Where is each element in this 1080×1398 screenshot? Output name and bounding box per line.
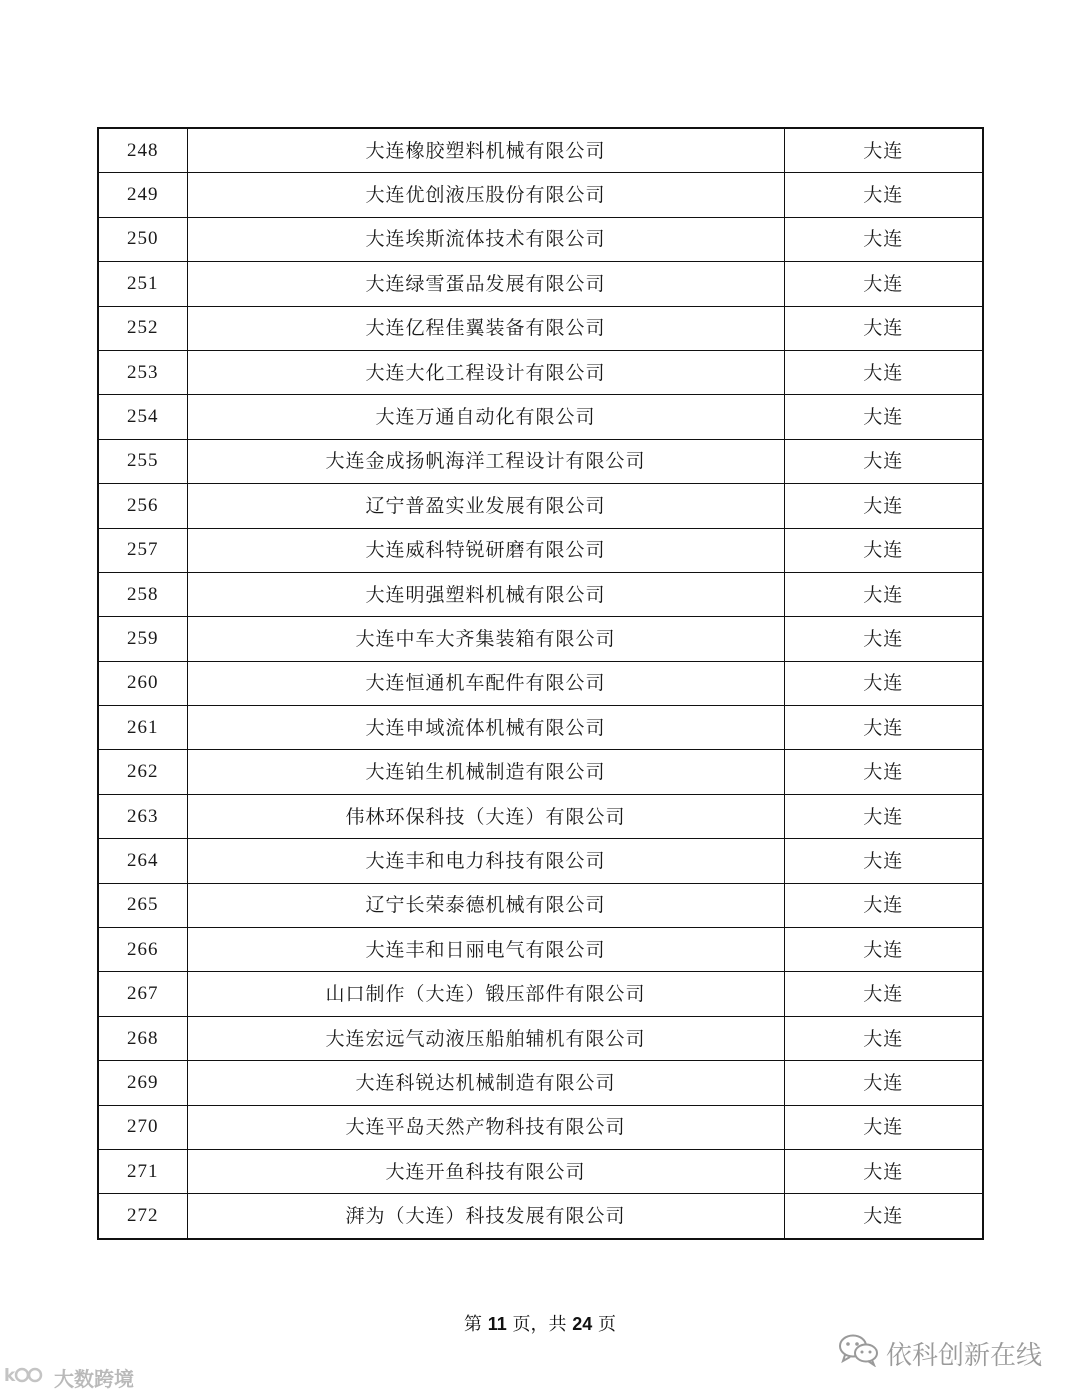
- city-name: 大连: [784, 617, 983, 661]
- table-row: [98, 173, 983, 217]
- row-number: 255: [98, 439, 187, 483]
- page-suffix: 页: [592, 1314, 616, 1335]
- city-name: 大连: [784, 350, 983, 394]
- table-row: [98, 1105, 983, 1149]
- table-row: [98, 395, 983, 439]
- company-name: 大连万通自动化有限公司: [187, 395, 784, 439]
- table-row: [98, 972, 983, 1016]
- city-name: 大连: [784, 1061, 983, 1105]
- table-row: [98, 306, 983, 350]
- company-name: 大连明强塑料机械有限公司: [187, 572, 784, 616]
- row-number: 261: [98, 706, 187, 750]
- company-list-table: [97, 127, 984, 1240]
- company-name: 大连威科特锐研磨有限公司: [187, 528, 784, 572]
- company-name: 大连优创液压股份有限公司: [187, 173, 784, 217]
- row-number: 256: [98, 484, 187, 528]
- city-name: 大连: [784, 706, 983, 750]
- city-name: 大连: [784, 794, 983, 838]
- table-row: [98, 706, 983, 750]
- table-row: [98, 217, 983, 261]
- table-row: [98, 839, 983, 883]
- row-number: 251: [98, 262, 187, 306]
- city-name: 大连: [784, 1194, 983, 1239]
- watermark-right: [838, 1333, 1042, 1373]
- table-row: [98, 528, 983, 572]
- row-number: 260: [98, 661, 187, 705]
- row-number: 265: [98, 883, 187, 927]
- city-name: 大连: [784, 972, 983, 1016]
- company-name: 大连橡胶塑料机械有限公司: [187, 128, 784, 173]
- row-number: 267: [98, 972, 187, 1016]
- city-name: 大连: [784, 128, 983, 173]
- table-row: [98, 794, 983, 838]
- city-name: 大连: [784, 439, 983, 483]
- city-name: 大连: [784, 1016, 983, 1060]
- table-row: [98, 262, 983, 306]
- city-name: 大连: [784, 484, 983, 528]
- company-name: 大连中车大齐集装箱有限公司: [187, 617, 784, 661]
- table-row: [98, 928, 983, 972]
- row-number: 254: [98, 395, 187, 439]
- row-number: 259: [98, 617, 187, 661]
- table-row: [98, 484, 983, 528]
- city-name: 大连: [784, 395, 983, 439]
- city-name: 大连: [784, 1149, 983, 1193]
- table-row: [98, 1149, 983, 1193]
- company-name: 辽宁普盈实业发展有限公司: [187, 484, 784, 528]
- company-name: 大连丰和日丽电气有限公司: [187, 928, 784, 972]
- page-prefix: 第: [464, 1314, 488, 1335]
- company-name: 山口制作（大连）锻压部件有限公司: [187, 972, 784, 1016]
- table-row: [98, 750, 983, 794]
- row-number: 253: [98, 350, 187, 394]
- row-number: 257: [98, 528, 187, 572]
- company-name: 大连埃斯流体技术有限公司: [187, 217, 784, 261]
- watermark-right-text: 依科创新在线: [886, 1340, 1043, 1371]
- city-name: 大连: [784, 572, 983, 616]
- page-total: 24: [572, 1314, 593, 1334]
- company-name: 大连丰和电力科技有限公司: [187, 839, 784, 883]
- row-number: 263: [98, 794, 187, 838]
- row-number: 258: [98, 572, 187, 616]
- page-current: 11: [487, 1314, 507, 1334]
- company-name: 大连金成扬帆海洋工程设计有限公司: [187, 439, 784, 483]
- row-number: 250: [98, 217, 187, 261]
- company-name: 大连平岛天然产物科技有限公司: [187, 1105, 784, 1149]
- company-name: 大连开鱼科技有限公司: [187, 1149, 784, 1193]
- row-number: 272: [98, 1194, 187, 1239]
- table-row: [98, 617, 983, 661]
- company-name: 大连科锐达机械制造有限公司: [187, 1061, 784, 1105]
- row-number: 269: [98, 1061, 187, 1105]
- row-number: 262: [98, 750, 187, 794]
- company-name: 辽宁长荣泰德机械有限公司: [187, 883, 784, 927]
- row-number: 270: [98, 1105, 187, 1149]
- row-number: 248: [98, 128, 187, 173]
- city-name: 大连: [784, 1105, 983, 1149]
- company-name: 大连申域流体机械有限公司: [187, 706, 784, 750]
- company-name: 湃为（大连）科技发展有限公司: [187, 1194, 784, 1239]
- table-row: [98, 350, 983, 394]
- city-name: 大连: [784, 661, 983, 705]
- row-number: 252: [98, 306, 187, 350]
- table-row: [98, 1194, 983, 1239]
- city-name: 大连: [784, 883, 983, 927]
- table-row: [98, 883, 983, 927]
- table-row: [98, 572, 983, 616]
- row-number: 264: [98, 839, 187, 883]
- row-number: 271: [98, 1149, 187, 1193]
- table-row: [98, 439, 983, 483]
- company-name: 大连恒通机车配件有限公司: [187, 661, 784, 705]
- table-row: [98, 661, 983, 705]
- row-number: 266: [98, 928, 187, 972]
- city-name: 大连: [784, 306, 983, 350]
- company-name: 大连铂生机械制造有限公司: [187, 750, 784, 794]
- row-number: 268: [98, 1016, 187, 1060]
- table-body: [98, 128, 983, 1239]
- city-name: 大连: [784, 173, 983, 217]
- company-name: 大连大化工程设计有限公司: [187, 350, 784, 394]
- table-row: [98, 1016, 983, 1060]
- city-name: 大连: [784, 839, 983, 883]
- city-name: 大连: [784, 750, 983, 794]
- watermark-left-text: 大数跨境: [54, 1366, 134, 1391]
- row-number: 249: [98, 173, 187, 217]
- table-row: [98, 128, 983, 173]
- company-name: 大连亿程佳翼装备有限公司: [187, 306, 784, 350]
- table-row: [98, 1061, 983, 1105]
- wechat-icon: [838, 1333, 880, 1374]
- watermark-left: [4, 1362, 134, 1392]
- city-name: 大连: [784, 262, 983, 306]
- company-name: 大连宏远气动液压船舶辅机有限公司: [187, 1016, 784, 1060]
- city-name: 大连: [784, 928, 983, 972]
- logo-icon: [4, 1362, 50, 1393]
- company-name: 大连绿雪蛋品发展有限公司: [187, 262, 784, 306]
- company-name: 伟林环保科技（大连）有限公司: [187, 794, 784, 838]
- city-name: 大连: [784, 217, 983, 261]
- page-middle: 页，共: [506, 1314, 573, 1335]
- svg-text:k: k: [4, 1365, 16, 1386]
- city-name: 大连: [784, 528, 983, 572]
